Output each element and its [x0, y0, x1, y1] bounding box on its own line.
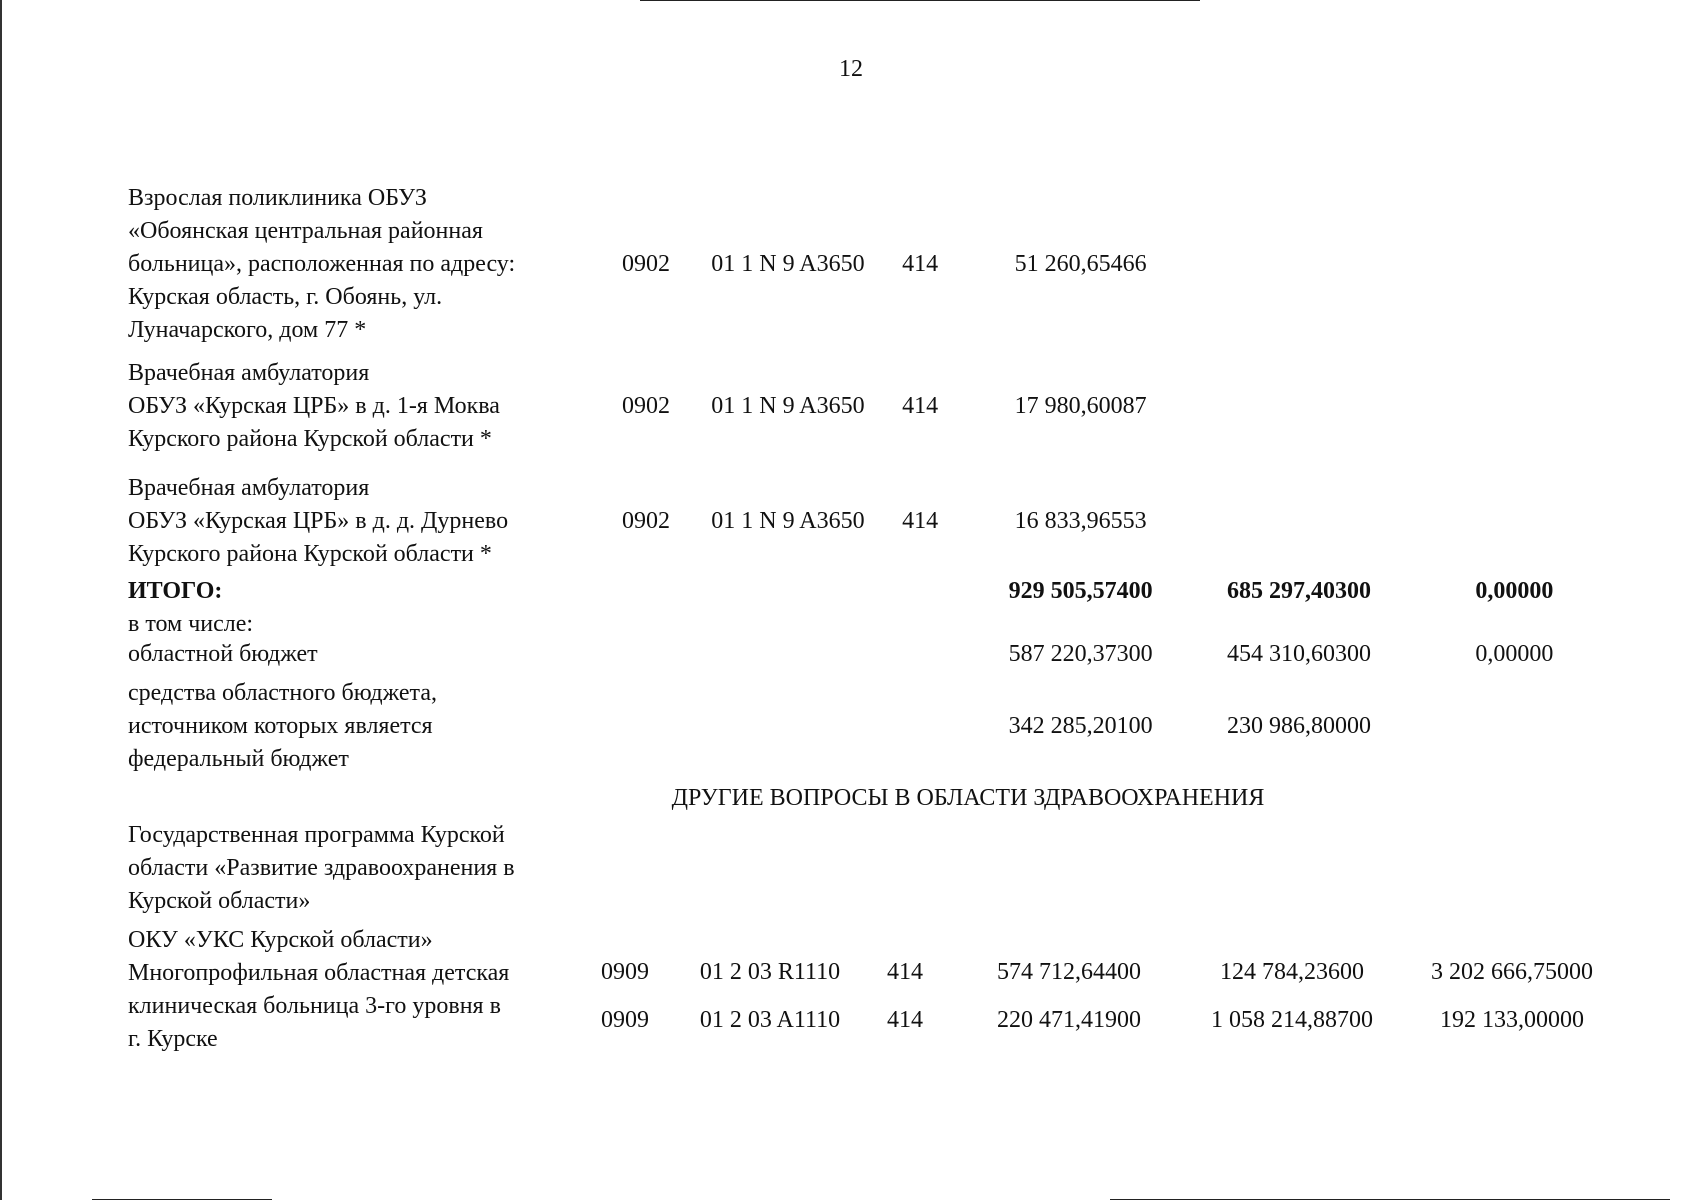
table-row: [128, 472, 1628, 571]
scan-left-edge: [0, 0, 2, 1200]
program-row: [128, 819, 1628, 918]
oku-name-line: г. Курске: [128, 1026, 218, 1052]
federal-year-1: 342 285,20100: [1008, 713, 1153, 739]
target-article: 01 1 N 9 A3650: [711, 393, 865, 419]
oku-name-line: клиническая больница 3-го уровня в: [128, 993, 501, 1019]
oku-row: [128, 924, 1628, 1056]
federal-label-line: средства областного бюджета,: [128, 680, 437, 706]
section-heading: ДРУГИЕ ВОПРОСЫ В ОБЛАСТИ ЗДРАВООХРАНЕНИЯ: [671, 785, 1265, 811]
row-name-line: Курская область, г. Обоянь, ул.: [128, 284, 443, 310]
target-article: 01 2 03 A1110: [699, 1006, 841, 1033]
row-name-line: Курского района Курской области *: [128, 541, 492, 567]
including-label: в том числе:: [128, 611, 254, 637]
amount-year-2: 1 058 214,88700: [1211, 1006, 1373, 1033]
section-code: 0902: [621, 251, 670, 277]
target-article: 01 1 N 9 A3650: [711, 508, 865, 534]
budget-table: [128, 182, 1628, 1056]
amount-year-1: 51 260,65466: [1014, 251, 1147, 277]
regional-budget-row: [128, 638, 1628, 671]
federal-year-2: 230 986,80000: [1227, 713, 1372, 739]
program-name-line: области «Развитие здравоохранения в: [128, 855, 515, 881]
row-name-line: Взрослая поликлиника ОБУЗ: [128, 185, 427, 211]
row-name-line: Врачебная амбулатория: [128, 360, 370, 386]
scan-top-line: [640, 0, 1200, 1]
regional-budget-label: областной бюджет: [128, 641, 318, 667]
row-name-line: Курского района Курской области *: [128, 426, 492, 452]
expense-type: 414: [902, 393, 939, 419]
row-name-line: Луначарского, дом 77 *: [128, 317, 367, 343]
row-name-line: «Обоянская центральная районная: [128, 218, 483, 244]
program-name-line: Государственная программа Курской: [128, 822, 505, 848]
oku-line: [570, 996, 1628, 1044]
row-name: [128, 357, 592, 456]
row-name-line: ОБУЗ «Курская ЦРБ» в д. 1-я Моква: [128, 393, 500, 419]
amount-year-1: 220 471,41900: [997, 1006, 1141, 1033]
section-code: 0902: [621, 508, 670, 534]
table-row: [128, 182, 1628, 347]
oku-name: [128, 924, 570, 1056]
oku-name-line: Многопрофильная областная детская: [128, 960, 510, 986]
total-row: [128, 575, 1628, 608]
expense-type: 414: [887, 958, 923, 985]
regional-year-1: 587 220,37300: [1008, 641, 1153, 667]
total-year-3: 0,00000: [1475, 578, 1554, 604]
regional-year-3: 0,00000: [1475, 641, 1554, 667]
section-code: 0902: [621, 393, 670, 419]
amount-year-1: 16 833,96553: [1014, 508, 1147, 534]
amount-year-3: 192 133,00000: [1440, 1006, 1584, 1033]
expense-type: 414: [902, 251, 939, 277]
federal-label-line: федеральный бюджет: [128, 746, 349, 772]
amount-year-3: 3 202 666,75000: [1431, 958, 1593, 985]
federal-funds-label: [128, 677, 592, 776]
target-article: 01 2 03 R1110: [699, 958, 841, 985]
row-name: [128, 472, 592, 571]
regional-year-2: 454 310,60300: [1227, 641, 1372, 667]
total-year-1: 929 505,57400: [1008, 578, 1153, 604]
amount-year-2: 124 784,23600: [1220, 958, 1364, 985]
program-name: [128, 819, 602, 918]
total-label: ИТОГО:: [128, 578, 223, 604]
expense-type: 414: [887, 1006, 923, 1033]
target-article: 01 1 N 9 A3650: [711, 251, 865, 277]
row-name: [128, 182, 592, 347]
table-row: [128, 357, 1628, 456]
section-code: 0909: [601, 958, 649, 985]
including-row: [128, 608, 1628, 641]
expense-type: 414: [902, 508, 939, 534]
row-name-line: Врачебная амбулатория: [128, 475, 370, 501]
section-code: 0909: [601, 1006, 649, 1033]
total-year-2: 685 297,40300: [1227, 578, 1372, 604]
oku-lines: [570, 948, 1628, 1044]
federal-label-line: источником которых является: [128, 713, 433, 739]
amount-year-1: 17 980,60087: [1014, 393, 1147, 419]
amount-year-1: 574 712,64400: [997, 958, 1141, 985]
row-name-line: ОБУЗ «Курская ЦРБ» в д. д. Дурнево: [128, 508, 509, 534]
federal-funds-row: [128, 677, 1628, 776]
page-number: 12: [839, 56, 863, 82]
program-name-line: Курской области»: [128, 888, 311, 914]
oku-name-line: ОКУ «УКС Курской области»: [128, 927, 433, 953]
row-name-line: больница», расположенная по адресу:: [128, 251, 516, 277]
oku-line: [570, 948, 1628, 996]
